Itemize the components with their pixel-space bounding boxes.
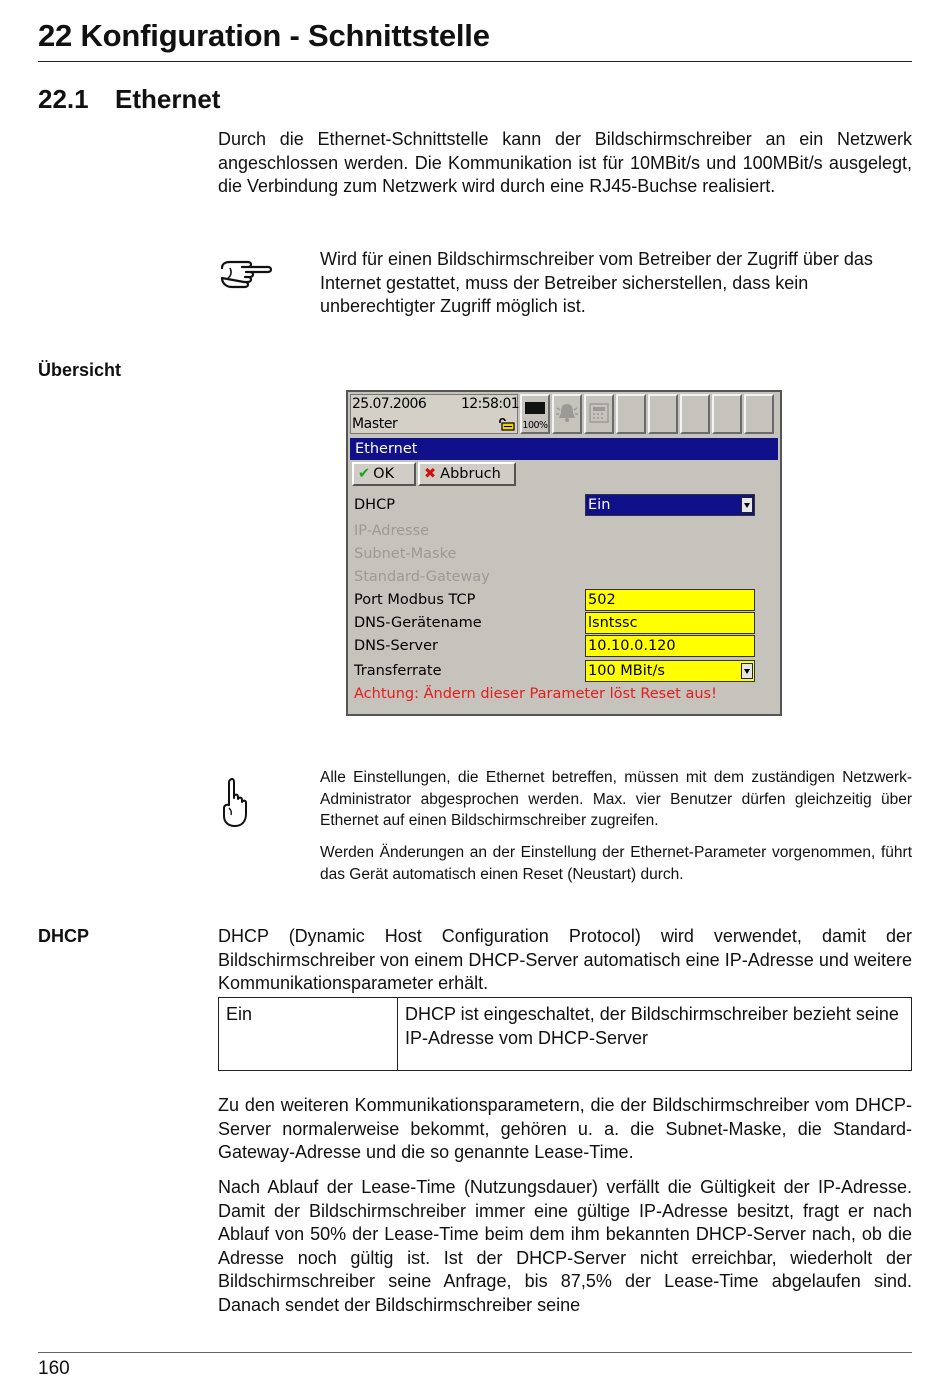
- memory-chip-icon: [525, 402, 545, 414]
- gateway-label: Standard-Gateway: [354, 569, 490, 585]
- dhcp-select[interactable]: [585, 494, 755, 516]
- transfer-rate-value: 100 MBit/s: [588, 663, 665, 679]
- cancel-button[interactable]: [418, 462, 516, 486]
- dhcp-options-table: [218, 997, 912, 1071]
- dhcp-value: Ein: [588, 497, 611, 513]
- ok-button[interactable]: [352, 462, 416, 486]
- dhcp-label: DHCP: [354, 497, 395, 513]
- memory-button[interactable]: [520, 394, 550, 434]
- calculator-icon: [586, 396, 612, 432]
- softkey-1[interactable]: [616, 394, 646, 434]
- status-date: 25.07.2006: [352, 396, 427, 412]
- dhcp-intro-paragraph: DHCP (Dynamic Host Configuration Protocol) wird verwendet, damit der Bildschirmschreiber von einem DHCP-Server automatisch eine IP-Adresse und weitere Kommunikationsparameter erhält.: [218, 926, 912, 993]
- note-reset-paragraph: Werden Änderungen an der Einstellung der Ethernet-Parameter vorgenommen, führt das Gerät automatisch einen Reset (Neustart) durch.: [320, 844, 912, 883]
- chevron-down-icon[interactable]: [741, 497, 753, 513]
- section-number: 22.1: [38, 84, 89, 114]
- ok-label: OK: [373, 466, 395, 482]
- softkey-2[interactable]: [648, 394, 678, 434]
- ip-address-label: IP-Adresse: [354, 523, 430, 539]
- calculator-button[interactable]: [584, 394, 614, 434]
- overview-label: Übersicht: [38, 360, 122, 380]
- device-screen: [346, 390, 782, 716]
- section-title: [38, 84, 220, 115]
- table-row: [219, 998, 912, 1071]
- alarm-bell-button[interactable]: [552, 394, 582, 434]
- memory-level: 100%: [522, 420, 548, 431]
- table-cell-value: DHCP ist eingeschaltet, der Bildschirmschreiber bezieht seine IP-Adresse vom DHCP-Server: [398, 998, 912, 1071]
- section-name: Ethernet: [115, 84, 221, 114]
- softkey-5[interactable]: [744, 394, 774, 434]
- raised-finger-icon: [218, 776, 252, 830]
- status-user: Master: [352, 416, 398, 432]
- dhcp-section-label: DHCP: [38, 926, 90, 946]
- softkey-4[interactable]: [712, 394, 742, 434]
- footer-divider: [38, 1352, 912, 1353]
- chapter-title: 22 Konfiguration - Schnittstelle: [38, 18, 490, 53]
- dns-name-field[interactable]: lsntssc: [585, 612, 755, 634]
- subnet-mask-label: Subnet-Maske: [354, 546, 457, 562]
- modbus-port-label: Port Modbus TCP: [354, 592, 476, 608]
- dialog-title: Ethernet: [350, 438, 778, 460]
- dhcp-parameters-paragraph: Zu den weiteren Kommunikationsparametern, die der Bildschirmschreiber vom DHCP-Server normalerweise bekommt, gehören u. a. die Subnet-Maske, die Standard-Gateway-Adresse und die so genannte Lease-Time.: [218, 1095, 912, 1162]
- transfer-rate-label: Transferrate: [354, 663, 442, 679]
- page-number: 160: [38, 1358, 70, 1379]
- dns-name-label: DNS-Gerätename: [354, 615, 482, 631]
- checkmark-icon: ✔: [358, 466, 371, 482]
- softkey-3[interactable]: [680, 394, 710, 434]
- transfer-rate-select[interactable]: [585, 660, 755, 682]
- close-icon: ✖: [424, 466, 437, 482]
- status-panel: [350, 394, 518, 434]
- intro-paragraph: Durch die Ethernet-Schnittstelle kann der Bildschirmschreiber an ein Netzwerk angeschlossen werden. Die Kommunikation ist für 10MBit/s und 100MBit/s ausgelegt, die Verbindung zum Netzwerk wird durch eine RJ45-Buchse realisiert.: [218, 129, 912, 196]
- dns-server-field[interactable]: 10.10.0.120: [585, 635, 755, 657]
- cancel-label: Abbruch: [440, 466, 501, 482]
- note-internet-access: Wird für einen Bildschirmschreiber vom Betreiber der Zugriff über das Internet gestattet, muss der Betreiber sicherstellen, dass kein unberechtigter Zugriff möglich ist.: [320, 249, 873, 316]
- unlock-icon: [497, 417, 515, 431]
- status-time: 12:58:01: [461, 396, 520, 412]
- dns-server-label: DNS-Server: [354, 638, 438, 654]
- table-cell-key: Ein: [219, 998, 398, 1071]
- lease-time-paragraph: Nach Ablauf der Lease-Time (Nutzungsdauer) verfällt die Gültigkeit der IP-Adresse. Damit der Bildschirmschreiber immer eine gültige IP-Adresse besitzt, fragt er nach Ablauf von 50% der Lease-Time beim dem ihm bekannten DHCP-Server nach, ob die Adresse noch gültig ist. Ist der DHCP-Server nicht erreichbar, wiederholt der Bildschirmschreiber seine Anfrage, bis 87,5% der Lease-Time abgelaufen sind. Danach sendet der Bildschirmschreiber seine: [218, 1177, 912, 1315]
- alarm-bell-icon: [554, 396, 580, 432]
- reset-warning: Achtung: Ändern dieser Parameter löst Reset aus!: [354, 686, 717, 702]
- note-admin-paragraph: Alle Einstellungen, die Ethernet betreffen, müssen mit dem zuständigen Netzwerk-Administrator abgesprochen werden. Max. vier Benutzer dürfen gleichzeitig über Ethernet auf einen Bildschirmschreiber zugreifen.: [320, 769, 912, 829]
- pointing-hand-icon: [218, 256, 274, 300]
- chapter-divider: [38, 61, 912, 62]
- modbus-port-field[interactable]: 502: [585, 589, 755, 611]
- chevron-down-icon[interactable]: [741, 663, 753, 679]
